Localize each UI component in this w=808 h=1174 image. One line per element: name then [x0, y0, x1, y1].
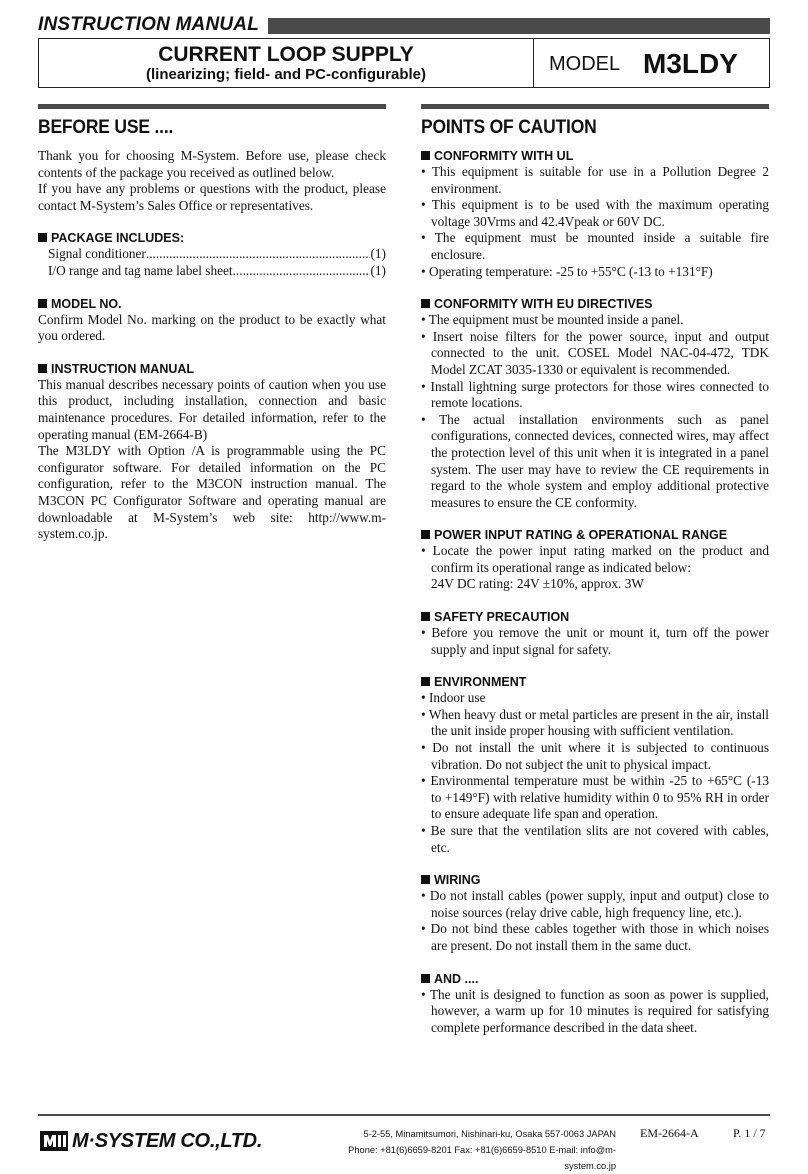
package-heading: [38, 230, 386, 246]
footer-address-block: [300, 1126, 616, 1174]
ul-heading-text: CONFORMITY WITH UL: [434, 149, 574, 163]
wiring-heading: [421, 872, 769, 888]
safety-heading-text: SAFETY PRECAUTION: [434, 610, 570, 625]
bullet-item: • Do not bind these cables together with those in which noises are present. Do not install them in the same duct.: [421, 921, 769, 953]
power-heading-text: POWER INPUT RATING & OPERATIONAL RANGE: [434, 528, 728, 543]
bullet-text: The equipment must be mounted inside a panel.: [428, 312, 684, 328]
square-bullet-icon: [421, 875, 430, 884]
bullet-item: • The actual installation environments such as panel configurations, connected devices, connected wires, may affect the protection level of this unit when it is integrated in a panel system. The user may have to review the CE requirements in regard to the whole system and employ additional protective measures to ensure the CE conformity.: [421, 411, 769, 510]
model-no-heading: [38, 296, 386, 312]
bullet-text: Be sure that the ventilation slits are not covered with cables, etc.: [430, 823, 770, 855]
bullet-item: • Before you remove the unit or mount it, turn off the power supply and input signal for safety.: [421, 625, 770, 657]
bullet-text: When heavy dust or metal particles are present in the air, install the unit inside proper housing with sufficient ventilation.: [428, 706, 769, 739]
square-bullet-icon: [421, 530, 430, 539]
bullet-text: Do not install cables (power supply, input and output) close to noise sources (relay drive cable, high frequency line, etc.).: [429, 888, 769, 920]
before-use-column: [38, 104, 386, 543]
footer-contact: Phone: +81(6)6659-8201 Fax: +81(6)6659-8510 E-mail: info@m-system.co.jp: [348, 1145, 616, 1171]
bullet-text: Insert noise filters for the power source, input and output connected to the unit. COSEL Model NAC-04-472, TDK Model ZCAT 3035-1330 or equivalent is recommended.: [431, 328, 769, 377]
caution-column: [421, 104, 769, 1036]
bullet-item: • Operating temperature: -25 to +55°C (-13 to +131°F): [421, 263, 713, 279]
and-heading-text: AND ....: [434, 971, 479, 986]
package-item-name: Signal conditioner: [48, 246, 146, 262]
square-bullet-icon: [421, 612, 430, 621]
section-rule: [38, 104, 386, 109]
page-number: P. 1 / 7: [733, 1126, 766, 1140]
bullet-text: The actual installation environments such as panel configurations, connected devices, connected wires, may affect the protection level of this unit when it is integrated in a panel system. The user may have to review the CE requirements in regard to the whole system and employ additional protective measures to ensure the CE conformity.: [431, 411, 769, 510]
power-rating: 24V DC rating: 24V ±10%, approx. 3W: [431, 576, 644, 592]
model-value: M3LDY: [643, 48, 738, 79]
bullet-text: Operating temperature: -25 to +55°C (-13 to +131°F): [428, 263, 713, 279]
bullet-item: • Locate the power input rating marked on the product and confirm its operational range as indicated below:: [421, 543, 769, 575]
footer-address: 5-2-55, Minamitsumori, Nishinari-ku, Osaka 557-0063 JAPAN: [363, 1129, 616, 1139]
company-logo: [40, 1128, 262, 1154]
square-bullet-icon: [38, 299, 47, 308]
package-item-name: I/O range and tag name label sheet: [48, 262, 233, 278]
bullet-item: • The unit is designed to function as soon as power is supplied, however, a warm up for 10 minutes is required for satisfying complete performance described in the data sheet.: [421, 986, 769, 1035]
square-bullet-icon: [421, 299, 430, 308]
package-item: [38, 263, 386, 280]
bullet-text: Indoor use: [428, 690, 486, 706]
model-no-heading-text: MODEL NO.: [51, 296, 122, 311]
bullet-item: • Environmental temperature must be within -25 to +65°C (-13 to +149°F) with relative humidity within 0 to 95% RH in order to ensure adequate life span and operation.: [421, 773, 770, 822]
square-bullet-icon: [421, 677, 430, 686]
package-item-qty: (1): [370, 246, 386, 262]
instruction-manual-paragraph: This manual describes necessary points of caution when you use this product, including installation, connection and basic maintenance procedures. For detailed information, refer to the operating manual (EM-2664-B): [38, 376, 386, 442]
bullet-text: The unit is designed to function as soon as power is supplied, however, a warm up for 10 minutes is required for satisfying complete performance described in the data sheet.: [429, 986, 769, 1035]
bullet-item: • Insert noise filters for the power source, input and output connected to the unit. COSEL Model NAC-04-472, TDK Model ZCAT 3035-1330 or equivalent is recommended.: [421, 328, 769, 377]
title-block: [39, 39, 534, 87]
wiring-heading-text: WIRING: [434, 873, 481, 888]
title-box: [38, 38, 770, 88]
instruction-manual-heading: [38, 361, 386, 377]
document-number: EM-2664-A: [640, 1126, 699, 1140]
bullet-item: • When heavy dust or metal particles are present in the air, install the unit inside proper housing with sufficient ventilation.: [421, 706, 769, 739]
eu-heading-text: CONFORMITY WITH EU DIRECTIVES: [434, 297, 653, 312]
m-system-logo-icon: [40, 1129, 68, 1153]
square-bullet-icon: [38, 233, 47, 242]
product-subtitle: (linearizing; field- and PC-configurable): [145, 66, 426, 83]
ul-heading: [421, 148, 769, 164]
environment-heading-text: ENVIRONMENT: [434, 675, 527, 690]
package-item-qty: (1): [370, 262, 386, 278]
safety-heading: [421, 609, 769, 625]
bullet-text: Before you remove the unit or mount it, turn off the power supply and input signal for safety.: [431, 625, 770, 657]
bullet-item: • This equipment is to be used with the maximum operating voltage 30Vrms and 42.4Vpeak or 60V DC.: [421, 197, 769, 229]
bullet-text: The equipment must be mounted inside a suitable fire enclosure.: [431, 230, 769, 262]
power-heading: [421, 527, 769, 543]
bullet-item: • Be sure that the ventilation slits are not covered with cables, etc.: [421, 823, 770, 855]
and-heading: [421, 971, 769, 987]
model-label: MODEL: [549, 53, 621, 75]
model-no-text: Confirm Model No. marking on the product to be exactly what you ordered.: [38, 311, 386, 344]
package-item: [38, 246, 386, 263]
bullet-text: This equipment is suitable for use in a Pollution Degree 2 environment.: [431, 164, 769, 196]
bullet-item: • The equipment must be mounted inside a panel.: [421, 312, 684, 328]
before-use-title: BEFORE USE ....: [38, 117, 174, 138]
bullet-text: Do not install the unit where it is subjected to continuous vibration. Do not subject the unit to physical impact.: [431, 740, 769, 772]
bullet-item: • The equipment must be mounted inside a suitable fire enclosure.: [421, 230, 769, 262]
intro-paragraph: If you have any problems or questions with the product, please contact M-System’s Sales Office or representatives.: [38, 181, 386, 213]
bullet-item: • This equipment is suitable for use in a Pollution Degree 2 environment.: [421, 164, 769, 196]
instruction-manual-paragraph: The M3LDY with Option /A is programmable using the PC configurator software. For detailed information on the PC configuration, refer to the M3CON instruction manual. The M3CON PC Configurator Software and operating manual are downloadable at M-System’s web site: http://www.m-system.co.jp.: [38, 443, 386, 542]
header-bar: [268, 18, 770, 34]
bullet-text: Environmental temperature must be within -25 to +65°C (-13 to +149°F) with relative humidity within 0 to 95% RH in order to ensure adequate life span and operation.: [430, 773, 770, 822]
footer-rule: [38, 1114, 770, 1116]
package-heading-text: PACKAGE INCLUDES:: [51, 231, 185, 246]
bullet-item: • Install lightning surge protectors for those wires connected to remote locations.: [421, 378, 769, 411]
caution-title: POINTS OF CAUTION: [421, 117, 597, 138]
bullet-item: • Do not install cables (power supply, input and output) close to noise sources (relay drive cable, high frequency line, etc.).: [421, 888, 769, 920]
bullet-text: Do not bind these cables together with those in which noises are present. Do not install them in the same duct.: [430, 921, 769, 953]
section-rule: [421, 104, 769, 109]
square-bullet-icon: [421, 974, 430, 983]
eu-heading: [421, 296, 769, 312]
manual-label: INSTRUCTION MANUAL: [38, 14, 260, 35]
leader-dots: [233, 263, 371, 280]
bullet-text: Locate the power input rating marked on the product and confirm its operational range as indicated below:: [431, 543, 769, 575]
company-name: M·SYSTEM CO.,LTD.: [72, 1129, 263, 1152]
square-bullet-icon: [38, 364, 47, 373]
bullet-item: • Indoor use: [421, 690, 486, 706]
bullet-text: This equipment is to be used with the maximum operating voltage 30Vrms and 42.4Vpeak or 60V DC.: [431, 197, 769, 229]
product-title: CURRENT LOOP SUPPLY: [158, 43, 414, 66]
intro-paragraph: Thank you for choosing M-System. Before use, please check contents of the package you received as outlined below.: [38, 148, 386, 180]
bullet-item: • Do not install the unit where it is subjected to continuous vibration. Do not subject the unit to physical impact.: [421, 740, 769, 772]
leader-dots: [146, 246, 371, 263]
bullet-text: Install lightning surge protectors for those wires connected to remote locations.: [430, 378, 769, 411]
square-bullet-icon: [421, 151, 430, 160]
environment-heading: [421, 674, 769, 690]
instruction-manual-heading-text: INSTRUCTION MANUAL: [51, 361, 195, 376]
